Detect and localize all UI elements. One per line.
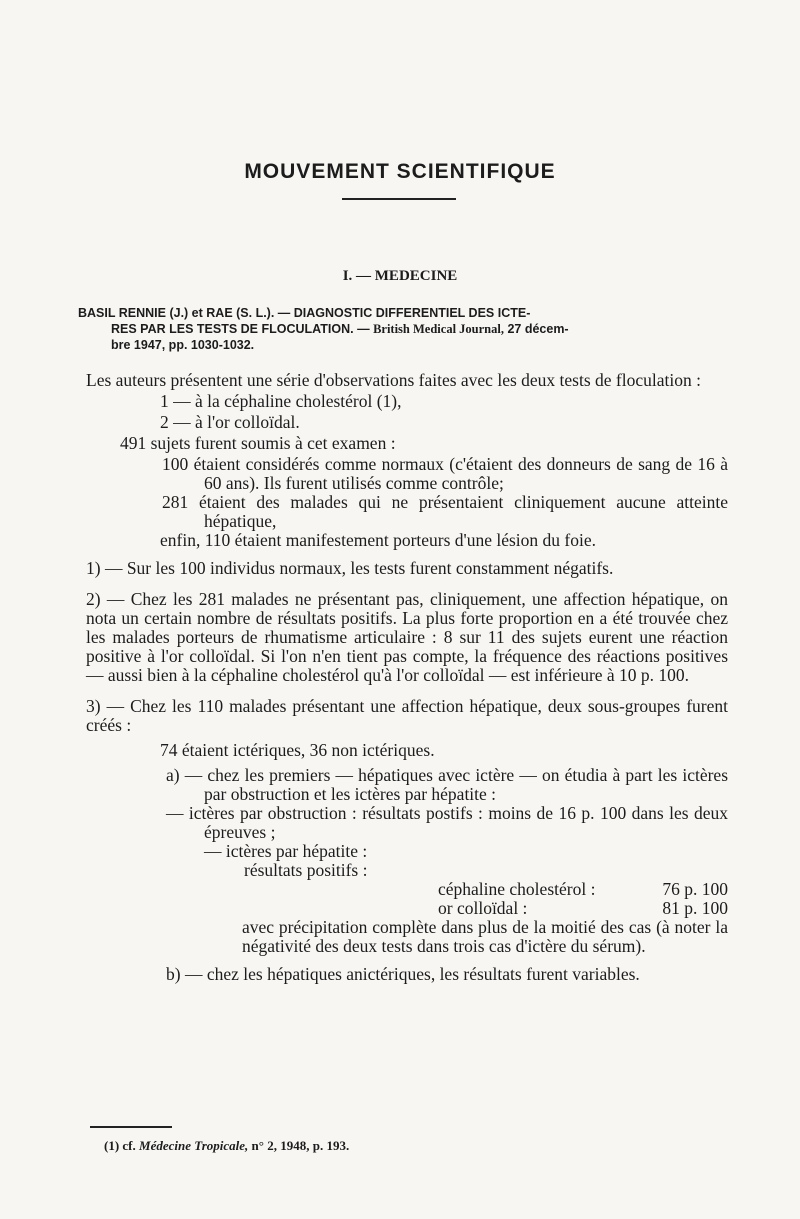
result-value: 76 p. 100 (662, 879, 728, 899)
reference-date-cont: bre 1947, pp. 1030-1032. (111, 338, 255, 352)
section-heading: I. — MEDECINE (342, 268, 458, 284)
reference-date: 27 décem- (507, 322, 569, 336)
footnote-source: Médecine Tropicale, (139, 1138, 249, 1153)
result-label: or colloïdal : (438, 898, 528, 918)
footnote-mark: (1) cf. (104, 1138, 136, 1153)
result-label: céphaline cholestérol : (438, 879, 596, 899)
title-divider (342, 198, 456, 200)
point-1: 1) — Sur les 100 individus normaux, les tests furent constamment négatifs. (86, 558, 614, 578)
point-a-precipitation: avec précipitation complète dans plus de la moitié des cas (à noter la négativité des deux tests dans trois cas d'ictère du sérum). (242, 917, 728, 956)
group-normal: 100 étaient considérés comme normaux (c'étaient des donneurs de sang de 16 à 60 ans). Ils furent utilisés comme contrôle; (162, 454, 728, 493)
point-a-hepatite: — ictères par hépatite : (204, 841, 368, 861)
test-item-2: 2 — à l'or colloïdal. (160, 412, 300, 432)
result-row (86, 880, 728, 899)
group-hepatic: enfin, 110 étaient manifestement porteurs d'une lésion du foie. (160, 530, 596, 550)
bibliographic-reference (78, 305, 738, 353)
point-3: 3) — Chez les 110 malades présentant une affection hépatique, deux sous-groupes furent créés : (86, 696, 728, 735)
point-a-intro: a) — chez les premiers — hépatiques avec ictère — on étudia à part les ictères par obstruction et les ictères par hépatite : (166, 765, 728, 804)
article-body (86, 371, 728, 984)
footnote-divider (90, 1126, 172, 1128)
point-a-results-heading: résultats positifs : (244, 860, 368, 880)
footnote-rest: n° 2, 1948, p. 193. (251, 1138, 350, 1153)
footnote (104, 1138, 349, 1154)
result-row (86, 899, 728, 918)
subjects-line: 491 sujets furent soumis à cet examen : (120, 433, 396, 453)
reference-title-line1: DIAGNOSTIC DIFFERENTIEL DES ICTE- (293, 306, 531, 320)
intro-paragraph: Les auteurs présentent une série d'observations faites avec les deux tests de floculation : (86, 370, 701, 390)
result-value: 81 p. 100 (662, 898, 728, 918)
reference-authors: BASIL RENNIE (J.) et RAE (S. L.). — (78, 306, 291, 320)
point-a-obstruction: — ictères par obstruction : résultats postifs : moins de 16 p. 100 dans les deux épreuves ; (166, 803, 728, 842)
icteric-split: 74 étaient ictériques, 36 non ictériques. (160, 740, 435, 760)
point-b: b) — chez les hépatiques anictériques, les résultats furent variables. (166, 964, 640, 984)
reference-title-line2: RES PAR LES TESTS DE FLOCULATION. — (111, 322, 370, 336)
reference-journal: British Medical Journal, (373, 322, 504, 336)
group-non-hepatic: 281 étaient des malades qui ne présentaient cliniquement aucune atteinte hépatique, (162, 492, 728, 531)
point-2: 2) — Chez les 281 malades ne présentant pas, cliniquement, une affection hépatique, on nota un certain nombre de résultats positifs. La plus forte proportion en a été trouvée chez les malades porteurs de rhumatisme articulaire : 8 sur 11 des sujets eurent une réaction positive à l'or colloïdal. Si l'on n'en tient pas compte, la fréquence des réactions positives — aussi bien à la céphaline cholestérol qu'à l'or colloïdal — est inférieure à 10 p. 100. (86, 589, 728, 685)
page-title: MOUVEMENT SCIENTIFIQUE (244, 160, 556, 183)
test-item-1: 1 — à la céphaline cholestérol (1), (160, 391, 402, 411)
